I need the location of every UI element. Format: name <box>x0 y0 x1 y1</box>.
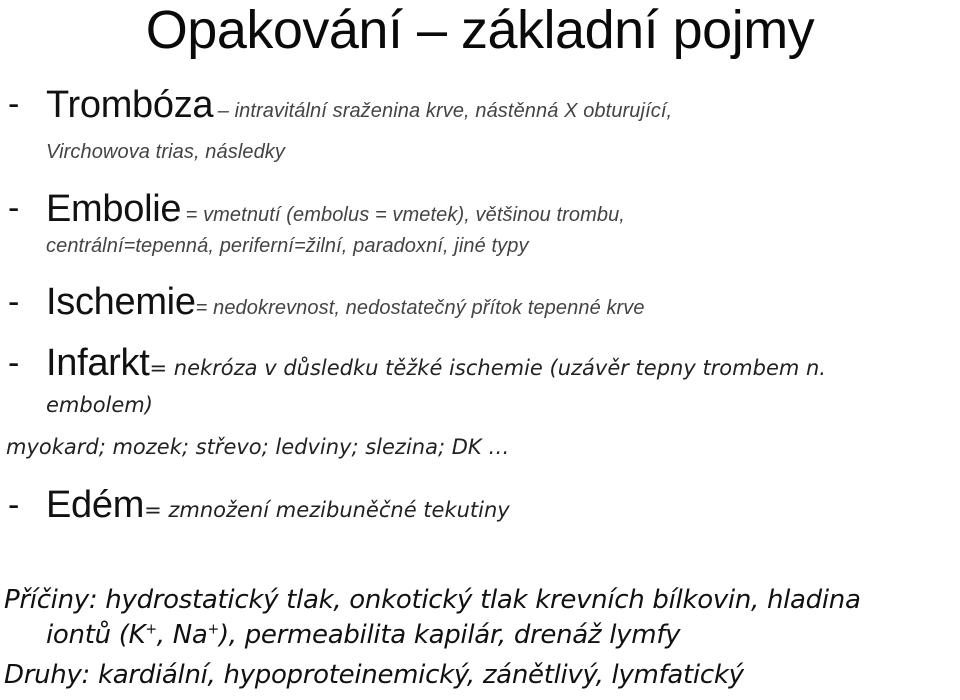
item-ischemia <box>46 279 645 333</box>
ion-charge: + <box>145 621 157 638</box>
bullet-dash: - <box>8 486 20 524</box>
item-edema <box>46 482 510 536</box>
bullet-dash: - <box>8 283 20 321</box>
term-infarction: Infarkt <box>46 342 150 384</box>
causes-text: , Na <box>156 620 208 650</box>
item-trombosis <box>46 82 672 136</box>
definition-embolism: = vmetnutí (embolus = vmetek), většinou trombu, <box>185 204 625 226</box>
definition-trombosis: – intravitální sraženina krve, nástěnná X obturující, <box>217 100 673 122</box>
bullet-dash: - <box>8 344 20 382</box>
continuation-embolism: centrální=tepenná, periferní=žilní, paradoxní, jiné typy <box>46 235 529 257</box>
continuation-trombosis: Virchowova trias, následky <box>46 141 286 163</box>
item-infarction <box>46 340 826 394</box>
infarction-organs: myokard; mozek; střevo; ledviny; slezina; DK … <box>6 435 510 459</box>
ion-charge: + <box>207 621 219 638</box>
definition-infarction: = nekróza v důsledku těžké ischemie (uzávěr tepny trombem n. <box>149 356 826 380</box>
causes-line-1: Příčiny: hydrostatický tlak, onkotický tlak krevních bílkovin, hladina <box>4 585 861 615</box>
slide-title: Opakování – základní pojmy <box>145 0 815 60</box>
causes-line-2 <box>46 617 680 653</box>
bullet-dash: - <box>8 85 20 123</box>
term-trombosis: Trombóza <box>46 84 214 126</box>
term-embolism: Embolie <box>46 188 182 230</box>
bullet-dash: - <box>8 189 20 227</box>
definition-ischemia: = nedokrevnost, nedostatečný přítok tepenné krve <box>195 297 645 319</box>
continuation-infarction: embolem) <box>46 393 153 417</box>
definition-edema: = zmnožení mezibuněčné tekutiny <box>144 498 510 522</box>
term-ischemia: Ischemie <box>46 281 196 323</box>
causes-text: iontů (K <box>46 620 146 650</box>
causes-text: ), permeabilita kapilár, drenáž lymfy <box>218 620 681 650</box>
term-edema: Edém <box>46 484 145 526</box>
edema-types: Druhy: kardiální, hypoproteinemický, zánětlivý, lymfatický <box>4 660 744 690</box>
